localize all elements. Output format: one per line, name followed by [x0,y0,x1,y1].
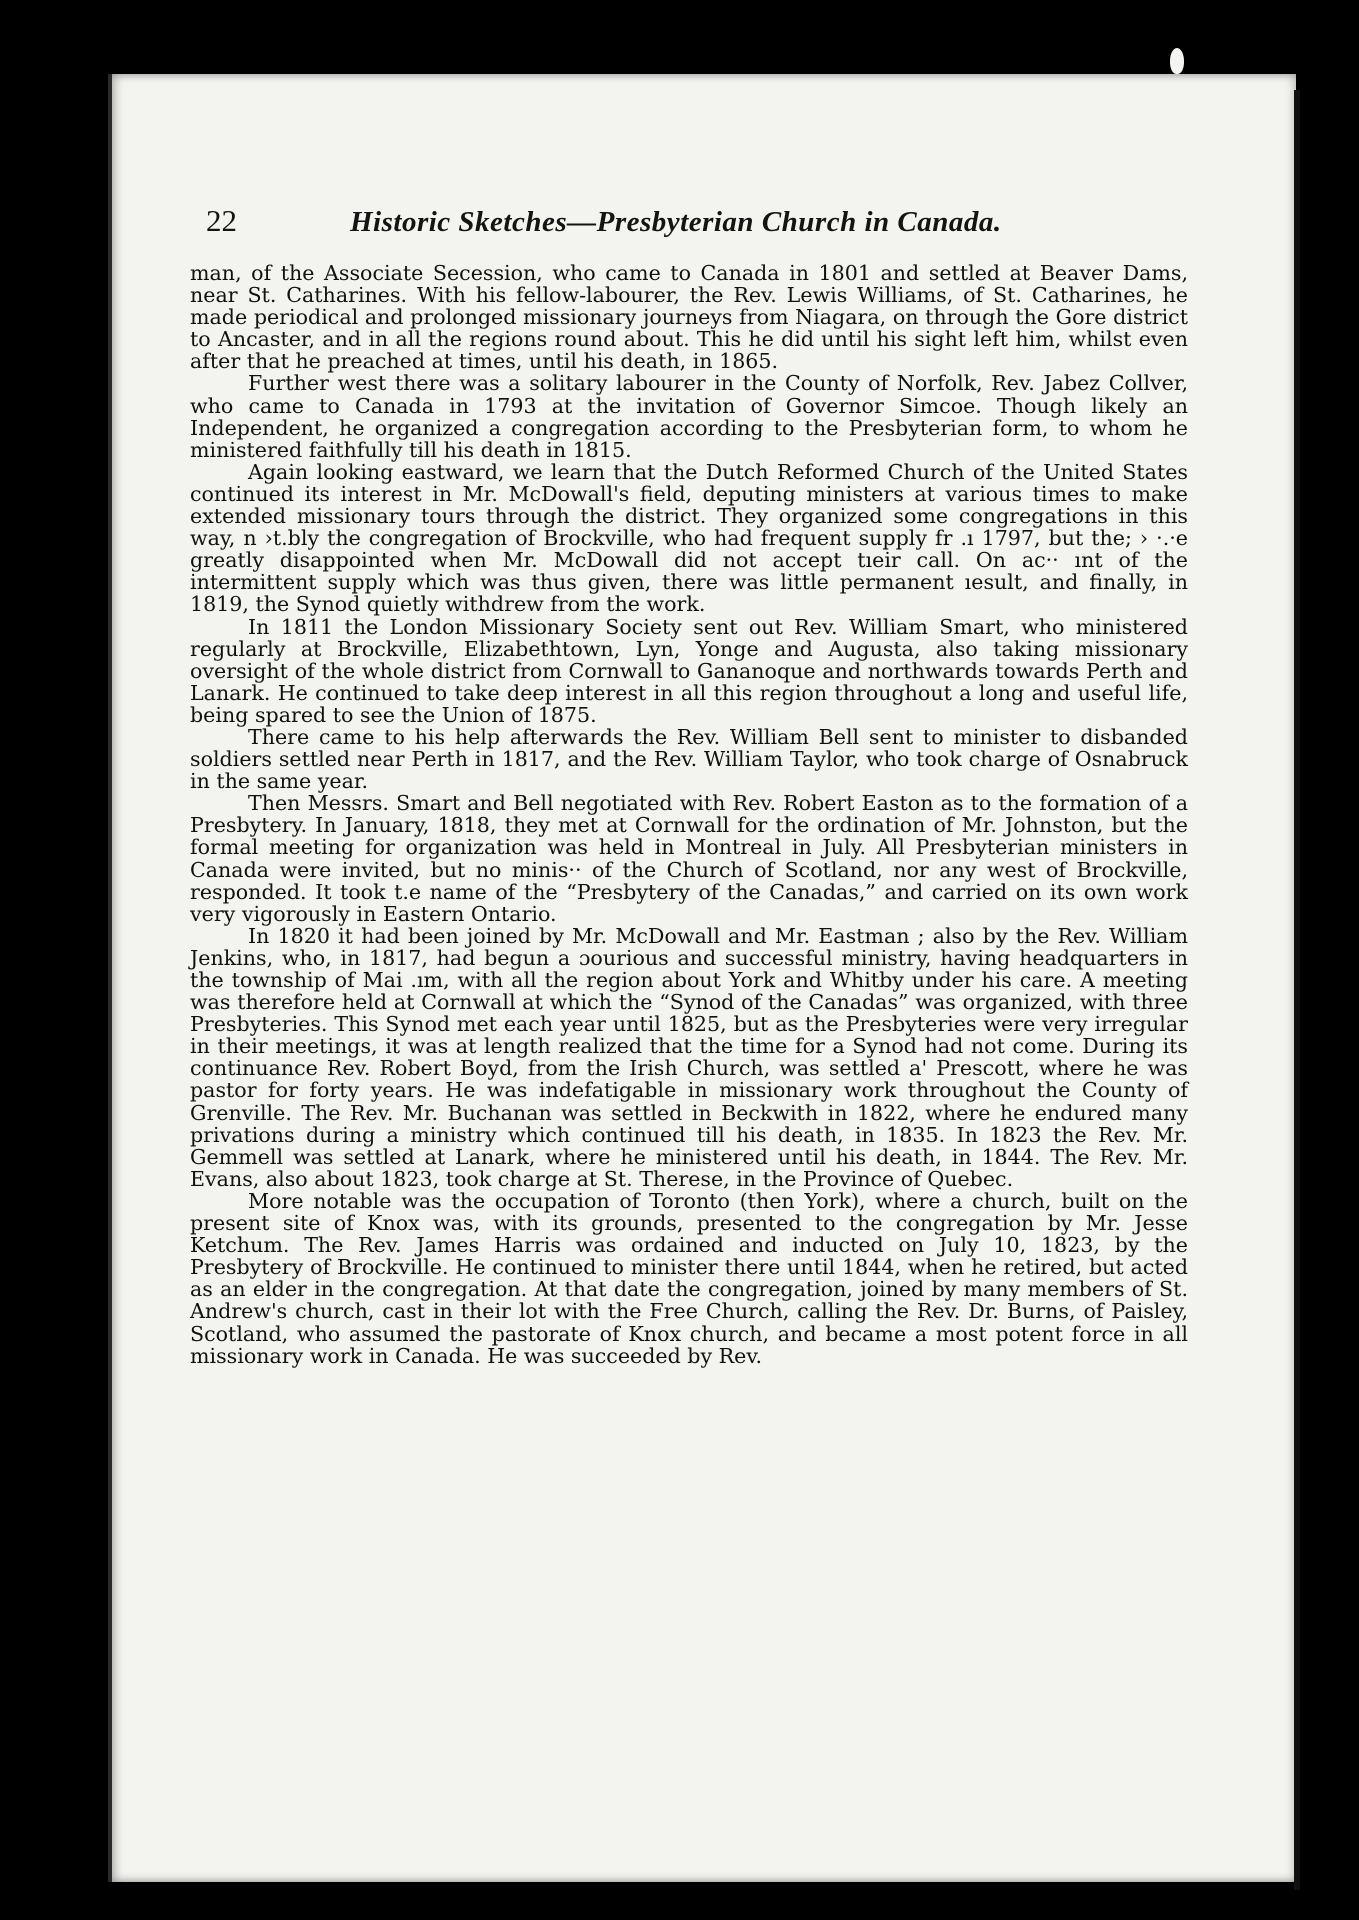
page-body [190,262,1188,1367]
paragraph: Then Messrs. Smart and Bell negotiated with Rev. Robert Easton as to the formation of a Presbytery. In January, 1818, they met at Cornwall for the ordination of Mr. Johnston, but the formal meeting for organization was held in Montreal in July. All Presbyterian ministers in Canada were invited, but no minis·· of the Church of Scotland, nor any west of Brockville, responded. It took t.e name of the “Presbytery of the Canadas,” and carried on its own work very vigorously in Eastern Ontario. [190,791,1188,926]
paragraph: More notable was the occupation of Toronto (then York), where a church, built on the present site of Knox was, with its grounds, presented to the congregation by Mr. Jesse Ketchum. The Rev. James Harris was ordained and inducted on July 10, 1823, by the Presbytery of Brockville. He continued to minister there until 1844, when he retired, but acted as an elder in the congregation. At that date the congregation, joined by many members of St. Andrew's church, cast in their lot with the Free Church, calling the Rev. Dr. Burns, of Paisley, Scotland, who assumed the pastorate of Knox church, and became a most potent force in all missionary work in Canada. He was succeeded by Rev. [190,1188,1188,1368]
page-right-border [1294,90,1300,1890]
scan-speck [1170,48,1184,74]
running-header [206,203,1046,243]
page-gutter-edge [108,74,112,1882]
paragraph: Again looking eastward, we learn that the Dutch Reformed Church of the United States continued its interest in Mr. McDowall's field, deputing ministers at various times to make extended missionary tours through the district. They organized some congregations in this way, n ›t.bly the congregation of Brockville, who had frequent supply fr .ı 1797, but the; › ·.·e greatly disappointed when Mr. McDowall did not accept tıeir call. On ac·· ınt of the intermittent supply which was thus given, there was little permanent ıesult, and finally, in 1819, the Synod quietly withdrew from the work. [190,459,1188,617]
paragraph: There came to his help afterwards the Rev. William Bell sent to minister to disbanded soldiers settled near Perth in 1817, and the Rev. William Taylor, who took charge of Osnabruck in the same year. [190,724,1188,794]
paragraph: In 1820 it had been joined by Mr. McDowall and Mr. Eastman ; also by the Rev. William Jenkins, who, in 1817, had begun a ɔourious and successful ministry, having headquarters in the township of Mai .ım, with all the region about York and Whitby under his care. A meeting was therefore held at Cornwall at which the “Synod of the Canadas” was organized, with three Presbyteries. This Synod met each year until 1825, but as the Presbyteries were very irregular in their meetings, it was at length realized that the time for a Synod had not come. During its continuance Rev. Robert Boyd, from the Irish Church, was settled a' Prescott, where he was pastor for forty years. He was indefatigable in missionary work throughout the County of Grenville. The Rev. Mr. Buchanan was settled in Beckwith in 1822, where he endured many privations during a ministry which continued till his death, in 1835. In 1823 the Rev. Mr. Gemmell was settled at Lanark, where he ministered until his death, in 1844. The Rev. Mr. Evans, also about 1823, took charge at St. Therese, in the Province of Quebec. [190,923,1188,1191]
paragraph: man, of the Associate Secession, who came to Canada in 1801 and settled at Beaver Dams, near St. Catharines. With his fellow-labourer, the Rev. Lewis Williams, of St. Catharines, he made periodical and prolonged missionary journeys from Niagara, on through the Gore district to Ancaster, and in all the regions round about. This he did until his sight left him, whilst even after that he preached at times, until his death, in 1865. [190,261,1188,374]
running-title: Historic Sketches—Presbyterian Church in Canada. [350,206,1002,238]
paragraph: Further west there was a solitary labourer in the County of Norfolk, Rev. Jabez Collver, who came to Canada in 1793 at the invitation of Governor Simcoe. Though likely an Independent, he organized a congregation according to the Presbyterian form, to whom he ministered faithfully till his death in 1815. [190,371,1188,462]
page-number: 22 [206,203,237,238]
paragraph: In 1811 the London Missionary Society sent out Rev. William Smart, who ministered regularly at Brockville, Elizabethtown, Lyn, Yonge and Augusta, also taking missionary oversight of the whole district from Cornwall to Gananoque and northwards towards Perth and Lanark. He continued to take deep interest in all this region throughout a long and useful life, being spared to see the Union of 1875. [190,614,1188,727]
